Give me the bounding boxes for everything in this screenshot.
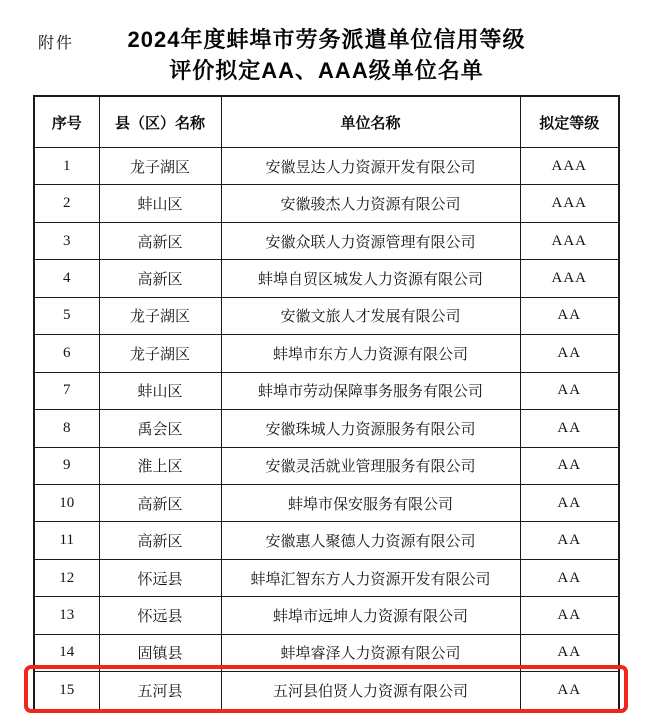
row-company: 安徽惠人聚德人力资源有限公司 [221,522,520,559]
row-district: 高新区 [99,260,221,297]
row-district: 龙子湖区 [99,297,221,334]
table-row [34,484,619,521]
row-number: 11 [34,522,99,559]
row-grade: AA [520,410,619,447]
row-number: 5 [34,297,99,334]
document-title [0,24,653,86]
row-grade: AAA [520,260,619,297]
row-district: 高新区 [99,484,221,521]
row-number: 14 [34,634,99,671]
row-grade: AA [520,634,619,671]
row-company: 安徽灵活就业管理服务有限公司 [221,447,520,484]
row-grade: AAA [520,185,619,222]
table-row [34,672,619,710]
row-company: 蚌埠自贸区城发人力资源有限公司 [221,260,520,297]
row-company: 蚌埠汇智东方人力资源开发有限公司 [221,559,520,596]
rating-table [33,95,620,711]
document-title-line2: 评价拟定AA、AAA级单位名单 [169,58,484,83]
row-district: 怀远县 [99,597,221,634]
row-district: 蚌山区 [99,185,221,222]
header-no: 序号 [34,96,99,148]
row-district: 龙子湖区 [99,335,221,372]
row-grade: AA [520,447,619,484]
table-row [34,559,619,596]
row-company: 蚌埠市远坤人力资源有限公司 [221,597,520,634]
row-district: 固镇县 [99,634,221,671]
table-row [34,634,619,671]
table-row [34,222,619,259]
row-company: 蚌埠睿泽人力资源有限公司 [221,634,520,671]
row-company: 蚌埠市劳动保障事务服务有限公司 [221,372,520,409]
row-company: 安徽珠城人力资源服务有限公司 [221,410,520,447]
table-row [34,447,619,484]
row-number: 1 [34,148,99,185]
row-number: 8 [34,410,99,447]
row-number: 12 [34,559,99,596]
table-row [34,260,619,297]
row-district: 蚌山区 [99,372,221,409]
row-number: 6 [34,335,99,372]
row-company: 安徽众联人力资源管理有限公司 [221,222,520,259]
document-title-line1: 2024年度蚌埠市劳务派遣单位信用等级 [127,27,526,52]
row-grade: AAA [520,222,619,259]
row-number: 7 [34,372,99,409]
table-body [34,148,619,711]
row-company: 安徽昱达人力资源开发有限公司 [221,148,520,185]
table-row [34,335,619,372]
row-grade: AA [520,484,619,521]
table-row [34,297,619,334]
row-number: 15 [34,672,99,710]
table-row [34,410,619,447]
row-company: 安徽骏杰人力资源有限公司 [221,185,520,222]
row-company: 安徽文旅人才发展有限公司 [221,297,520,334]
attachment-label: 附件 [38,35,75,52]
row-grade: AAA [520,148,619,185]
table-row [34,372,619,409]
row-district: 高新区 [99,222,221,259]
row-grade: AA [520,297,619,334]
row-company: 蚌埠市东方人力资源有限公司 [221,335,520,372]
header-grade: 拟定等级 [520,96,619,148]
table-row [34,185,619,222]
row-number: 4 [34,260,99,297]
row-company: 五河县伯贤人力资源有限公司 [221,672,520,710]
row-number: 9 [34,447,99,484]
row-number: 3 [34,222,99,259]
row-grade: AA [520,672,619,710]
row-district: 五河县 [99,672,221,710]
row-district: 禹会区 [99,410,221,447]
header-company: 单位名称 [221,96,520,148]
row-grade: AA [520,372,619,409]
table-header [34,96,619,148]
header-district: 县（区）名称 [99,96,221,148]
row-district: 怀远县 [99,559,221,596]
row-district: 龙子湖区 [99,148,221,185]
row-number: 10 [34,484,99,521]
row-number: 13 [34,597,99,634]
row-grade: AA [520,335,619,372]
row-grade: AA [520,522,619,559]
row-company: 蚌埠市保安服务有限公司 [221,484,520,521]
table-row [34,522,619,559]
row-number: 2 [34,185,99,222]
row-grade: AA [520,559,619,596]
table-header-row [34,96,619,148]
table-row [34,597,619,634]
row-district: 淮上区 [99,447,221,484]
row-district: 高新区 [99,522,221,559]
table-row [34,148,619,185]
row-grade: AA [520,597,619,634]
